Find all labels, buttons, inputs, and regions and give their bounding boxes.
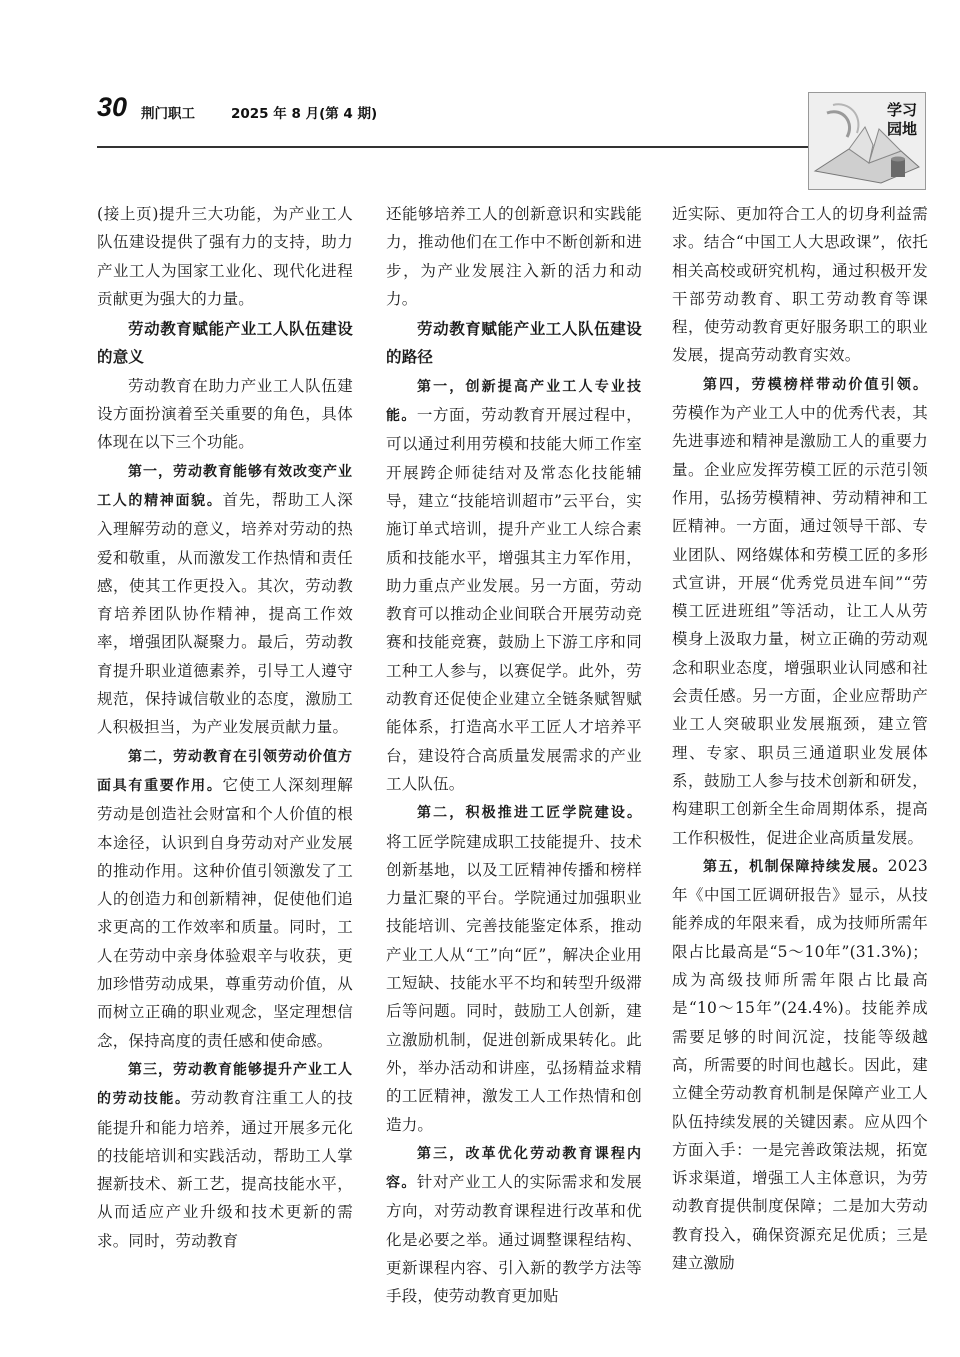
section-heading: 劳动教育赋能产业工人队伍建设的意义: [97, 320, 353, 367]
paragraph: [97, 742, 353, 1055]
paragraph-lead: 第二，劳动教育在引领劳动价值方面具有重要作用。: [97, 748, 353, 794]
paragraph-lead: 第三，改革优化劳动教育课程内容。: [386, 1145, 642, 1192]
column-1: [97, 200, 353, 1255]
page-header: [97, 92, 807, 140]
paragraph-body: 针对产业工人的实际需求和发展方向，对劳动教育课程进行改革和优化是必要之举。通过调整课程结构、更新课程内容、引入新的教学方法等手段，使劳动教育更加贴: [386, 1173, 642, 1306]
column-2: [386, 200, 642, 1311]
paragraph-lead: 第二，积极推进工匠学院建设。: [417, 805, 642, 822]
journal-title: 荆门职工: [141, 106, 195, 122]
page-number: 30: [97, 92, 128, 122]
paragraph-lead: 第一，创新提高产业工人专业技能。: [386, 378, 642, 425]
paragraph-body: 劳动教育注重工人的技能提升和能力培养，通过开展多元化的技能培训和实践活动，帮助工人掌握新技术、新工艺，提高技能水平，从而适应产业升级和技术更新的需求。同时，劳动教育: [97, 1089, 353, 1250]
issue-info: 2025 年 8 月(第 4 期): [231, 106, 378, 122]
paragraph: 近实际、更加符合工人的切身利益需求。结合“中国工人大思政课”，依托相关高校或研究机构，通过积极开发干部劳动教育、职工劳动教育等课程，使劳动教育更好服务职工的职业发展，提高劳动教育实效。: [672, 205, 928, 365]
paragraph: [672, 370, 928, 852]
paragraph: 还能够培养工人的创新意识和实践能力，推动他们在工作中不断创新和进步，为产业发展注入新的活力和动力。: [386, 205, 642, 308]
paragraph: [386, 798, 642, 1139]
header-rule: [97, 146, 809, 148]
paragraph-body: 首先，帮助工人深入理解劳动的意义，培养对劳动的热爱和敬重，从而激发工作热情和责任感，使其工作更投入。其次，劳动教育培养团队协作精神，提高工作效率，增强团队凝聚力。最后，劳动教育提升职业道德素养，引导工人遵守规范，保持诚信敬业的态度，激励工人积极担当，为产业发展贡献力量。: [97, 490, 353, 737]
paragraph: [386, 1139, 642, 1311]
paragraph-lead: 第四，劳模榜样带动价值引领。: [703, 376, 928, 393]
paragraph-lead: 第三，劳动教育能够提升产业工人的劳动技能。: [97, 1061, 353, 1108]
paragraph-body: 将工匠学院建成职工技能提升、技术创新基地，以及工匠精神传播和榜样力量汇聚的平台。学院通过加强职业技能培训、完善技能鉴定体系，推动产业工人从“工”向“匠”，解决企业用工短缺、技能水平不均和转型升级滞后等问题。同时，鼓励工人创新，建立激励机制，促进创新成果转化。此外，举办活动和讲座，弘扬精益求精的工匠精神，激发工人工作热情和创造力。: [386, 832, 642, 1134]
paragraph-lead: 第五，机制保障持续发展。: [703, 858, 888, 875]
paragraph: [97, 1055, 353, 1255]
section-tag: [808, 92, 926, 190]
column-3: [672, 200, 928, 1277]
section-tag-line1: 学习: [886, 101, 917, 119]
section-tag-line2: 园地: [886, 120, 917, 138]
paragraph: [97, 457, 353, 742]
section-heading: 劳动教育赋能产业工人队伍建设的路径: [386, 320, 642, 367]
paragraph: [672, 852, 928, 1277]
paragraph: [386, 372, 642, 798]
paragraph-body: 它使工人深刻理解劳动是创造社会财富和个人价值的根本途径，认识到自身劳动对产业发展的推动作用。这种价值引领激发了工人的创造力和创新精神，促使他们追求更高的工作效率和质量。同时，工人在劳动中亲身体验艰辛与收获，更加珍惜劳动成果，尊重劳动价值，从而树立正确的职业观念，坚定理想信念，保持高度的责任感和使命感。: [97, 775, 353, 1050]
paragraph-lead: 第一，劳动教育能够有效改变产业工人的精神面貌。: [97, 463, 353, 509]
section-tag-text: [887, 101, 917, 139]
paragraph-body: 劳模作为产业工人中的优秀代表，其先进事迹和精神是激励工人的重要力量。企业应发挥劳模工匠的示范引领作用，弘扬劳模精神、劳动精神和工匠精神。一方面，通过领导干部、专业团队、网络媒体和劳模工匠的多形式宣讲，开展“优秀党员进车间”“劳模工匠进班组”等活动，让工人从劳模身上汲取力量，树立正确的劳动观念和职业态度，增强职业认同感和社会责任感。另一方面，企业应帮助产业工人突破职业发展瓶颈，建立管理、专家、职员三通道职业发展体系，鼓励工人参与技术创新和研发，构建职工创新全生命周期体系，提高工作积极性，促进企业高质量发展。: [672, 404, 928, 847]
paragraph: 劳动教育在助力产业工人队伍建设方面扮演着至关重要的角色，具体体现在以下三个功能。: [97, 376, 353, 452]
paragraph-body: 一方面，劳动教育开展过程中，可以通过利用劳模和技能大师工作室开展跨企师徒结对及常态化技能辅导，建立“技能培训超市”云平台，实施订单式培训，提升产业工人综合素质和技能水平，增强其主力军作用，助力重点产业发展。另一方面，劳动教育可以推动企业间联合开展劳动竞赛和技能竞赛，鼓励上下游工序和同工种工人参与，以赛促学。此外，劳动教育还促使企业建立全链条赋智赋能体系，打造高水平工匠人才培养平台，建设符合高质量发展需求的产业工人队伍。: [386, 406, 642, 793]
paragraph: (接上页)提升三大功能，为产业工人队伍建设提供了强有力的支持，助力产业工人为国家工业化、现代化进程贡献更为强大的力量。: [97, 205, 353, 308]
paragraph-body: 2023年《中国工匠调研报告》显示，从技能养成的年限来看，成为技师所需年限占比最高是“5～10年”(31.3%)；成为高级技师所需年限占比最高是“10～15年”(24.4%)。技能养成需要足够的时间沉淀，技能等级越高，所需要的时间也越长。因此，建立健全劳动教育机制是保障产业工人队伍持续发展的关键因素。应从四个方面入手：一是完善政策法规，拓宽诉求渠道，增强工人主体意识，为劳动教育提供制度保障；二是加大劳动教育投入，确保资源充足优质；三是建立激励: [672, 856, 928, 1272]
